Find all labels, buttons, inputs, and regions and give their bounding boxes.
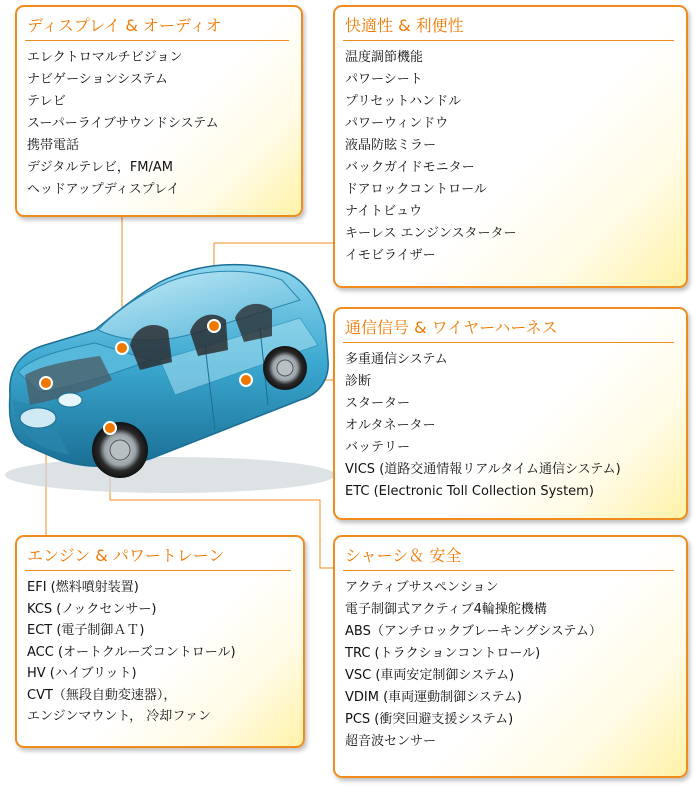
panel-divider: [343, 40, 674, 41]
chassis-safety-panel: [333, 535, 688, 778]
list-item: バッテリー: [345, 440, 411, 455]
panel-divider: [25, 570, 291, 571]
panel-divider: [343, 342, 674, 343]
list-item: プリセットハンドル: [345, 94, 462, 109]
feature-list: [345, 577, 602, 753]
list-item: エレクトロマルチビジョン: [27, 50, 183, 65]
car-shadow: [5, 457, 335, 493]
marker-engine: [40, 377, 52, 389]
marker-display: [116, 342, 128, 354]
marker-chassis: [104, 422, 116, 434]
marker-communication: [240, 374, 252, 386]
engine-powertrain-panel: [15, 535, 305, 748]
list-item: ヘッドアップディスプレイ: [27, 182, 180, 197]
list-item: VDIM (車両運動制御システム): [345, 690, 522, 705]
list-item: オルタネーター: [345, 418, 436, 433]
panel-title: 快適性 & 利便性: [345, 16, 464, 35]
list-item: パワーシート: [345, 72, 423, 87]
feature-list: [345, 47, 516, 267]
list-item: アクティブサスペンション: [345, 580, 499, 595]
list-item: ACC (オートクルーズコントロール): [27, 644, 236, 660]
list-item: KCS (ノックセンサー): [27, 601, 157, 617]
list-item: HV (ハイブリット): [27, 666, 137, 681]
list-item: TRC (トラクションコントロール): [345, 646, 541, 661]
list-item: ナイトビュウ: [345, 204, 423, 219]
list-item: ETC (Electronic Toll Collection System): [345, 484, 594, 499]
list-item: エンジンマウント， 冷却ファン: [27, 709, 212, 724]
feature-list: [27, 577, 236, 728]
list-item: デジタルテレビ，FM/AM: [27, 160, 174, 175]
list-item: 温度調節機能: [345, 50, 424, 65]
panel-title: シャーシ＆ 安全: [345, 546, 462, 565]
list-item: ECT (電子制御ＡＴ): [27, 623, 145, 638]
list-item: ドアロックコントロール: [345, 182, 487, 197]
list-item: VSC (車両安定制御システム): [345, 668, 515, 683]
panel-divider: [25, 40, 289, 41]
display-audio-panel: [15, 5, 303, 217]
list-item: キーレス エンジンスターター: [345, 226, 517, 241]
list-item: パワーウィンドウ: [345, 116, 449, 131]
communication-harness-panel: [333, 307, 688, 520]
feature-list: [27, 47, 219, 201]
list-item: イモビライザー: [345, 248, 436, 263]
panel-title: エンジン & パワートレーン: [27, 546, 225, 565]
list-item: ナビゲーションシステム: [27, 72, 168, 87]
list-item: 診断: [345, 374, 372, 389]
list-item: 携帯電話: [27, 138, 80, 153]
list-item: スーパーライブサウンドシステム: [27, 116, 219, 131]
comfort-convenience-panel: [333, 5, 688, 288]
marker-comfort: [208, 320, 220, 332]
list-item: 超音波センサー: [345, 734, 437, 749]
list-item: テレビ: [27, 94, 66, 109]
list-item: 液晶防眩ミラー: [345, 138, 437, 153]
list-item: CVT（無段自動変速器），: [27, 687, 177, 703]
feature-list: [345, 349, 621, 503]
list-item: バックガイドモニター: [345, 160, 475, 175]
list-item: VICS (道路交通情報リアルタイム通信システム): [345, 462, 621, 477]
list-item: 電子制御式アクティブ4輪操舵機構: [345, 602, 547, 617]
list-item: PCS (衝突回避支援システム): [345, 712, 514, 727]
list-item: EFI (燃料噴射装置): [27, 580, 139, 595]
list-item: 多重通信システム: [345, 352, 448, 367]
panel-title: 通信信号 & ワイヤーハーネス: [345, 318, 558, 337]
list-item: ABS（アンチロックブレーキングシステム）: [345, 624, 602, 639]
panel-divider: [343, 570, 674, 571]
panel-title: ディスプレイ & オーディオ: [27, 16, 222, 35]
list-item: スターター: [345, 396, 411, 411]
